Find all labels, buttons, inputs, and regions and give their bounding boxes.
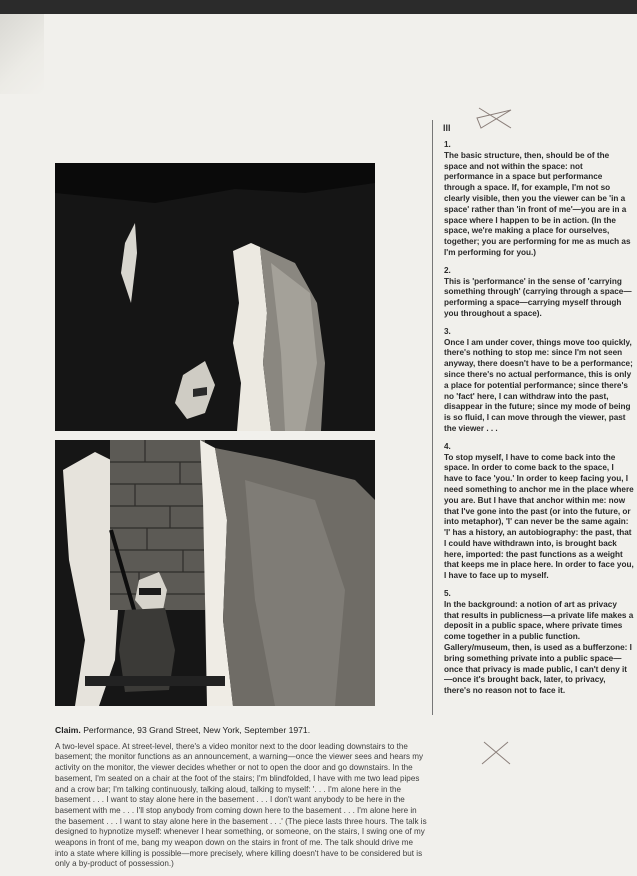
text-column — [444, 140, 634, 704]
section-number: 3. — [444, 326, 451, 336]
section-1 — [444, 140, 634, 259]
section-3 — [444, 327, 634, 435]
section-text: The basic structure, then, should be of the space and not within the space: not performance in a space but performance through a space. If, for example, I'm not so clearly visible, then you the viewer can be 'in a space' rather than 'in front of me'—you are in a space where I happen to be in action. (In the space, we're making a place for ourselves, together; you are performing for me as much as I'm performing for you.) — [444, 150, 631, 257]
section-number: 1. — [444, 140, 451, 149]
section-number: 5. — [444, 589, 451, 599]
handwritten-x-mark-bottom — [478, 738, 516, 768]
performance-description: A two-level space. At street-level, there's a video monitor next to the door leading downstairs to the basement; the monitor functions as an announcement, a warning—once the viewer sees and hears my activity on the monitor, the viewer decides whether or not to open the door and go downstairs. In the basement, I'm seated on a chair at the foot of the stairs; I'm blindfolded, I have with me two lead pipes and a crow bar; I'm talking continuously, talking aloud, talking to myself: '. . . I'm alone here in the basement . . . I want to stay alone here in the basement . . . I don't want anybody to be here in the basement with me . . . I'll stop anybody from coming down here to the basement . . . I'm alone here in the basement . . . I want to stay alone here in the basement . . .' (The piece lasts three hours. The talk is designed to hypnotize myself: whenever I hear something, or someone, on the stairs, I swing one of my weapons in front of me, bang my weapon down on the stairs in front of me. The talk should drive me into a state where killing is possible—more precisely, where killing doesn't have to be considered but is only a by-product of possession.) — [55, 741, 427, 869]
scan-edge — [0, 0, 637, 14]
section-marker: III — [443, 123, 451, 133]
section-text: In the background: a notion of art as privacy that results in publicness—a private life makes a deposit in a public space, where private times come together in a public function. Gallery/museum, then, is used as a bufferzone: I bring something private into a public space—once that privacy is made public, I can't deny it—once it's brought back, later, to privacy, there's no reason not to face it. — [444, 599, 634, 696]
handwritten-x-mark-top — [475, 104, 517, 132]
caption-block — [55, 725, 427, 870]
section-text: Once I am under cover, things move too quickly, there's nothing to stop me: since I'm not seen anyway, there doesn't have to be a performance; since there's no actual performance, this is only a place for potential performance; since there's no 'fact' here, I can withdraw into the past, disappear in the future; since my mode of being is so fluid, I can move through the viewer, past the viewer . . . — [444, 337, 633, 433]
section-4 — [444, 442, 634, 582]
photo-top — [55, 163, 375, 431]
section-number: 2. — [444, 265, 451, 275]
section-number: 4. — [444, 441, 451, 451]
section-text: This is 'performance' in the sense of 'carrying something through' (carrying through a space—performing a space—carrying myself through you throughout a space). — [444, 276, 632, 318]
page-curl — [0, 14, 44, 94]
section-text: To stop myself, I have to come back into the space. In order to come back to the space, I have to face 'you.' In order to keep facing you, I need something to anchor me in the place where you are. But I have that anchor within me: now that I've gone into the past (or into the future, or into metaphor), 'I' can never be the same again: 'I' has a history, an autobiography: the past, that I could have withdrawn into, is brought back here, imported: the past functions as a weight that keeps me in place here. In order to face you, I have to face up to myself. — [444, 452, 634, 581]
photo-caption — [55, 725, 427, 736]
photo-bottom — [55, 440, 375, 706]
caption-title: Claim. — [55, 725, 81, 735]
column-divider — [432, 120, 433, 715]
caption-details: Performance, 93 Grand Street, New York, September 1971. — [83, 725, 311, 735]
section-5 — [444, 589, 634, 697]
section-2 — [444, 266, 634, 320]
